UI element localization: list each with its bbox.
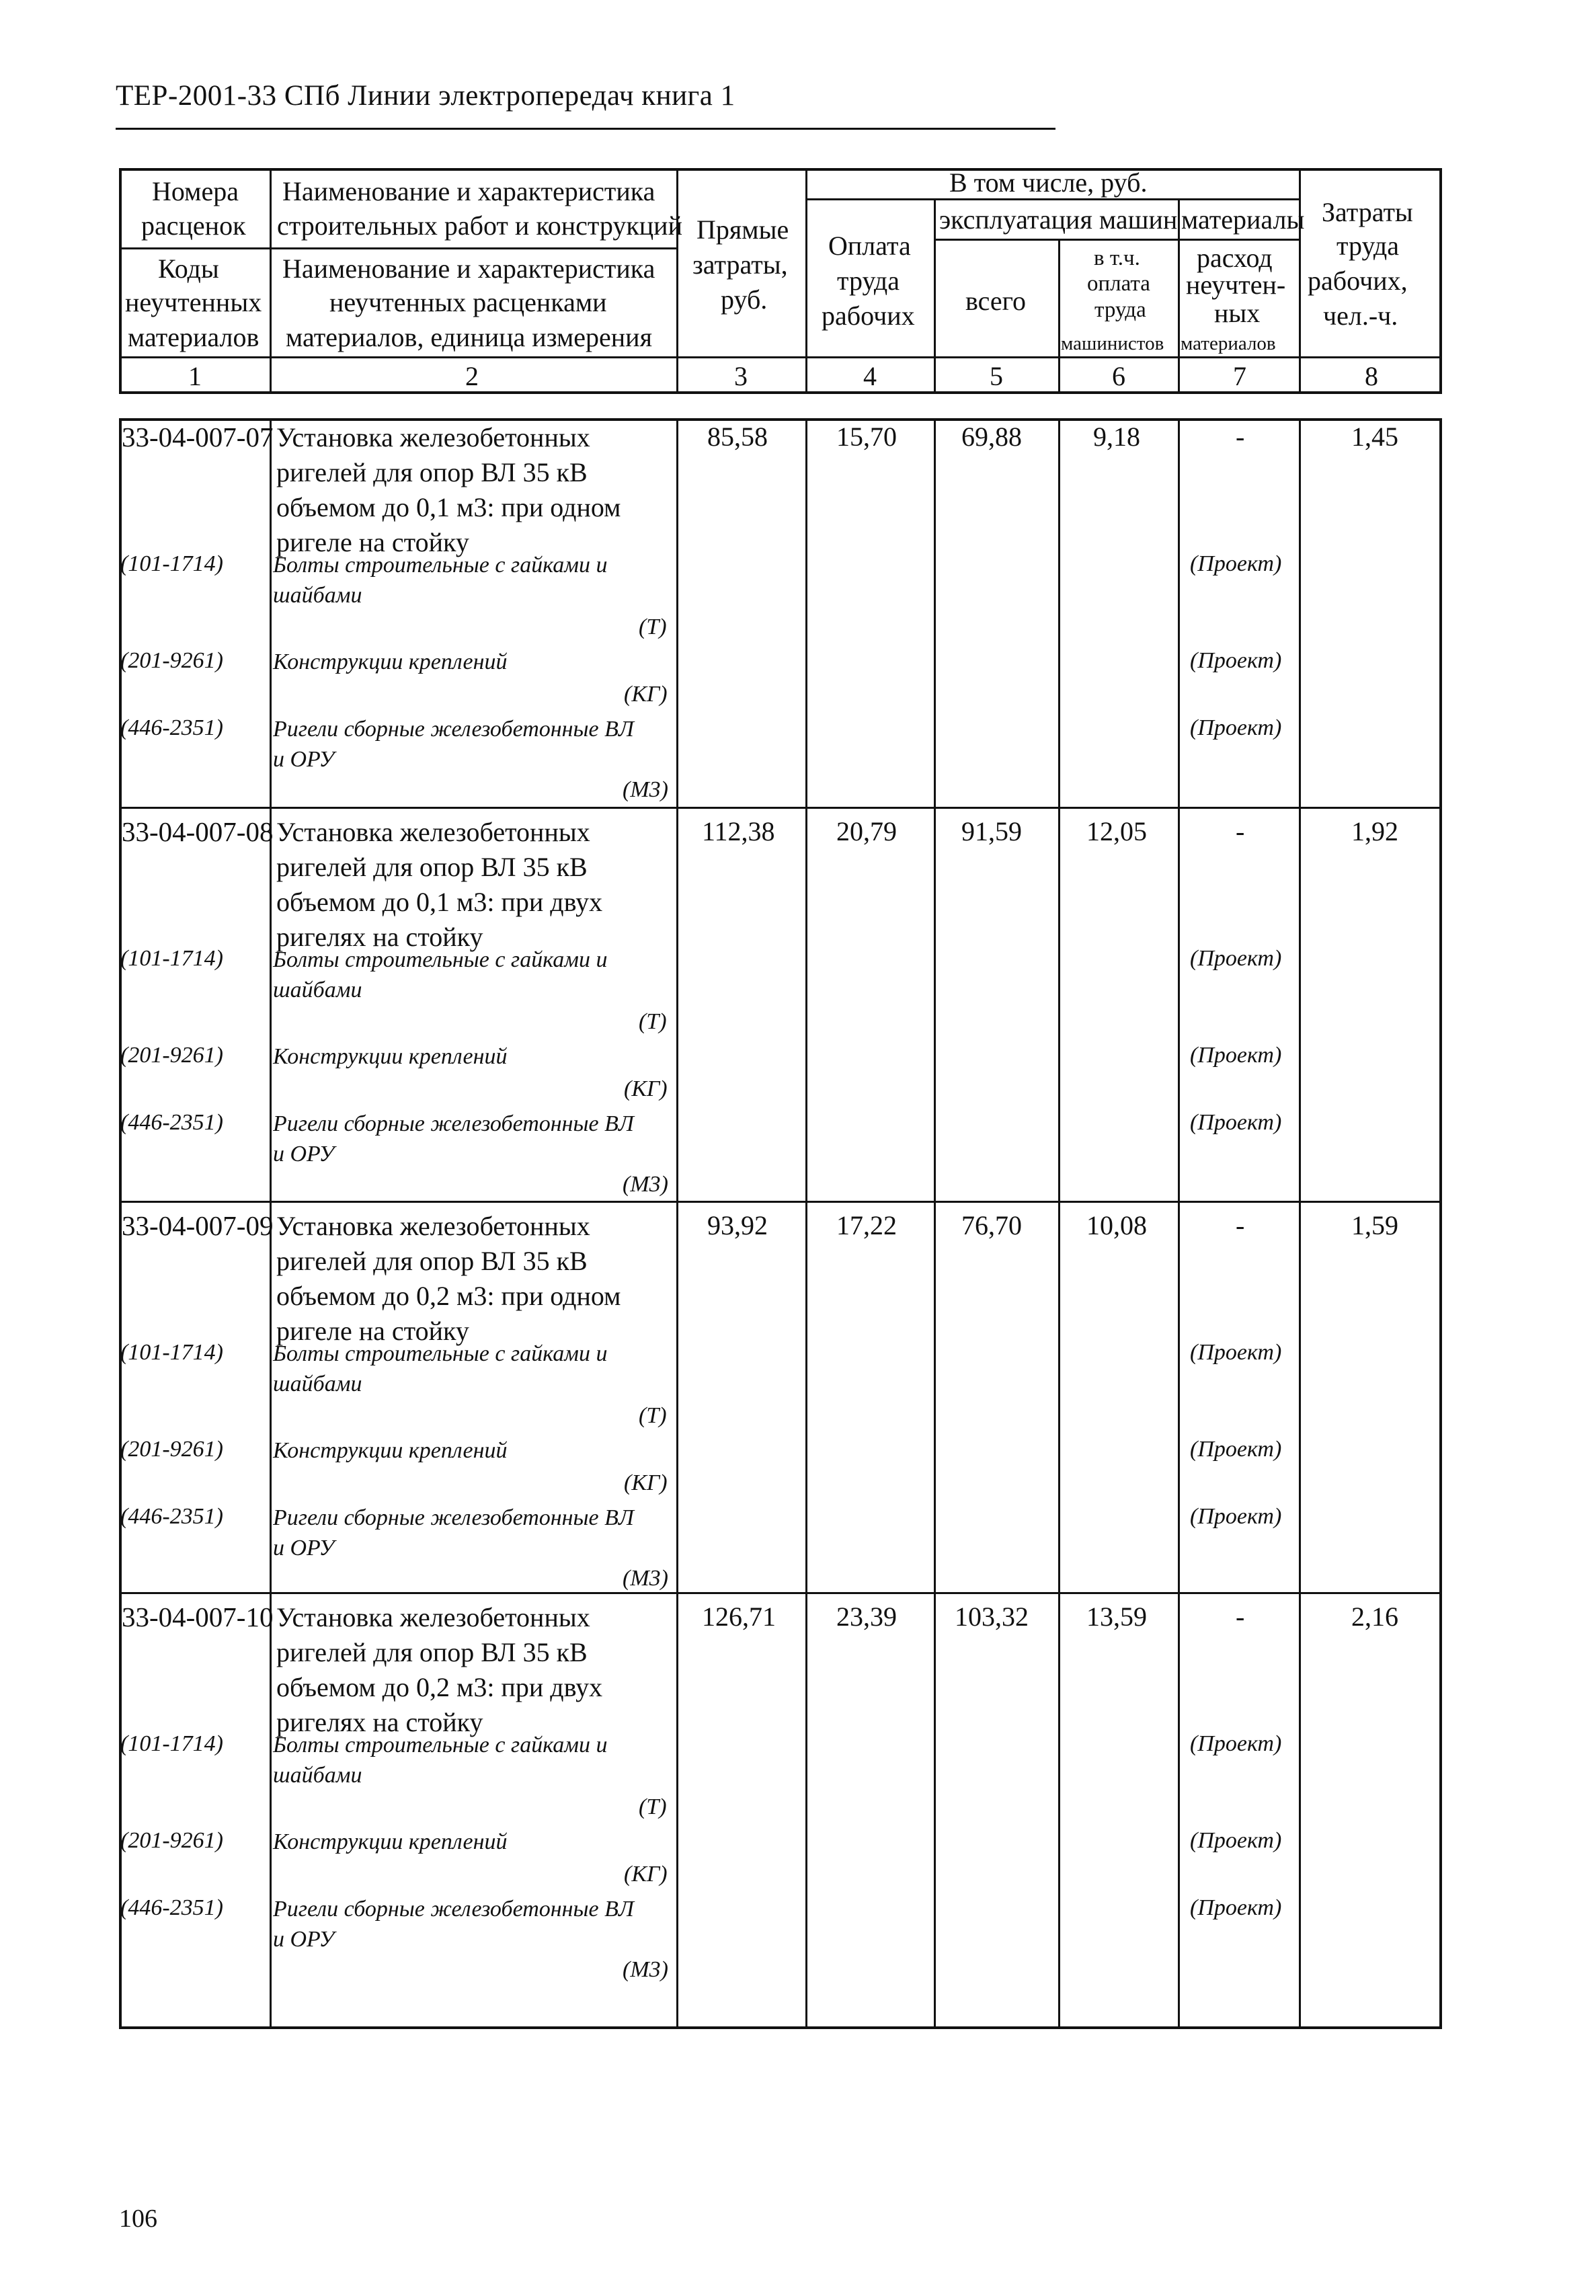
colnum-4: 4 bbox=[863, 361, 877, 391]
rate-desc-l4: ригеле на стойку bbox=[276, 527, 469, 557]
labor-hours: 1,59 bbox=[1351, 1210, 1398, 1240]
material-code: (201-9261) bbox=[120, 1043, 223, 1068]
material-code: (446-2351) bbox=[120, 1504, 223, 1529]
material-unit: (Т) bbox=[639, 1009, 667, 1034]
header-col1-bot-l1: Коды bbox=[158, 253, 219, 284]
material-unit: (КГ) bbox=[624, 1862, 668, 1887]
material-desc-l2: шайбами bbox=[273, 978, 362, 1002]
header-divider-3 bbox=[805, 168, 807, 394]
material-code: (201-9261) bbox=[120, 1828, 223, 1853]
machine-total: 91,59 bbox=[961, 816, 1022, 846]
rate-desc-l2: ригелей для опор ВЛ 35 кВ bbox=[276, 1637, 588, 1667]
header-group-label: В том числе, руб. bbox=[949, 167, 1148, 198]
materials-value: - bbox=[1236, 1210, 1245, 1240]
material-unit: (М3) bbox=[623, 1172, 668, 1197]
material-desc-l1: Болты строительные с гайками и bbox=[273, 1341, 608, 1366]
rate-desc-l3: объемом до 0,2 м3: при одном bbox=[276, 1281, 621, 1311]
header-col8-l1: Затраты bbox=[1322, 197, 1413, 227]
material-code: (201-9261) bbox=[120, 648, 223, 673]
material-desc-l1: Ригели сборные железобетонные ВЛ bbox=[273, 1505, 634, 1530]
rate-desc-l1: Установка железобетонных bbox=[276, 817, 590, 847]
rate-desc-l4: ригеле на стойку bbox=[276, 1316, 469, 1346]
machine-labor: 13,59 bbox=[1086, 1601, 1147, 1632]
rate-desc-l3: объемом до 0,2 м3: при двух bbox=[276, 1672, 603, 1702]
material-note: (Проект) bbox=[1190, 1437, 1282, 1462]
body-divider-6 bbox=[1178, 418, 1180, 2029]
rate-code: 33-04-007-08 bbox=[122, 816, 274, 847]
colnum-7: 7 bbox=[1233, 361, 1246, 391]
row-separator-3 bbox=[119, 1592, 1442, 1594]
header-col8-l2: труда bbox=[1336, 231, 1400, 261]
materials-value: - bbox=[1236, 816, 1245, 846]
machine-labor: 10,08 bbox=[1086, 1210, 1147, 1240]
material-unit: (Т) bbox=[639, 1403, 667, 1428]
machine-total: 103,32 bbox=[955, 1601, 1029, 1632]
labor-cost: 23,39 bbox=[836, 1601, 897, 1632]
rate-desc-l4: ригелях на стойку bbox=[276, 1707, 483, 1737]
header-col3-l2: затраты, bbox=[692, 249, 788, 280]
row-separator-2 bbox=[119, 1201, 1442, 1203]
material-unit: (КГ) bbox=[624, 1470, 668, 1495]
row-separator-1 bbox=[119, 807, 1442, 809]
material-desc-l1: Болты строительные с гайками и bbox=[273, 1733, 608, 1757]
header-col8-l3: рабочих, bbox=[1308, 266, 1408, 296]
material-desc-l1: Ригели сборные железобетонные ВЛ bbox=[273, 1897, 634, 1922]
material-desc-l2: и ОРУ bbox=[273, 1142, 335, 1166]
material-desc-l1: Конструкции креплений bbox=[273, 649, 508, 674]
machine-labor: 9,18 bbox=[1093, 422, 1140, 452]
rate-desc-l4: ригелях на стойку bbox=[276, 922, 483, 952]
material-desc-l1: Болты строительные с гайками и bbox=[273, 947, 608, 972]
material-note: (Проект) bbox=[1190, 1504, 1282, 1529]
material-desc-l2: шайбами bbox=[273, 1372, 362, 1396]
material-desc-l1: Конструкции креплений bbox=[273, 1829, 508, 1854]
rate-desc-l3: объемом до 0,1 м3: при одном bbox=[276, 492, 621, 522]
material-desc-l1: Ригели сборные железобетонные ВЛ bbox=[273, 717, 634, 742]
material-desc-l1: Ригели сборные железобетонные ВЛ bbox=[273, 1111, 634, 1136]
material-note: (Проект) bbox=[1190, 648, 1282, 673]
direct-cost: 126,71 bbox=[702, 1601, 776, 1632]
rate-desc-l1: Установка железобетонных bbox=[276, 1211, 590, 1241]
material-unit: (КГ) bbox=[624, 682, 668, 707]
material-note: (Проект) bbox=[1190, 715, 1282, 740]
header-machines-label: эксплуатация машин bbox=[939, 204, 1178, 235]
material-code: (446-2351) bbox=[120, 1895, 223, 1920]
header-col6-l2: оплата bbox=[1087, 272, 1150, 296]
title-rule bbox=[116, 128, 1055, 130]
labor-hours: 1,92 bbox=[1351, 816, 1398, 846]
header-col2-bot-l3: материалов, единица измерения bbox=[286, 322, 652, 352]
colnum-8: 8 bbox=[1365, 361, 1378, 391]
header-col2-bot-l1: Наименование и характеристика bbox=[282, 253, 655, 284]
rate-desc-l2: ригелей для опор ВЛ 35 кВ bbox=[276, 457, 588, 487]
rate-code: 33-04-007-10 bbox=[122, 1601, 274, 1632]
header-col2-bot-l2: неучтенных расценками bbox=[329, 287, 607, 317]
materials-value: - bbox=[1236, 422, 1245, 452]
labor-hours: 1,45 bbox=[1351, 422, 1398, 452]
header-col7-l1: расход bbox=[1197, 243, 1273, 273]
header-col4-l2: труда bbox=[837, 266, 900, 296]
material-desc-l2: шайбами bbox=[273, 1763, 362, 1788]
material-code: (201-9261) bbox=[120, 1437, 223, 1462]
header-divider-1 bbox=[270, 168, 272, 394]
material-note: (Проект) bbox=[1190, 1731, 1282, 1756]
header-rule-b bbox=[934, 239, 1299, 241]
header-col2-top-l1: Наименование и характеристика bbox=[282, 176, 655, 206]
direct-cost: 112,38 bbox=[702, 816, 775, 846]
material-desc-l2: и ОРУ bbox=[273, 1927, 335, 1952]
body-divider-7 bbox=[1299, 418, 1301, 2029]
header-col8-l4: чел.-ч. bbox=[1323, 301, 1398, 331]
rate-code: 33-04-007-09 bbox=[122, 1210, 274, 1241]
header-col3-l3: руб. bbox=[721, 284, 768, 315]
labor-hours: 2,16 bbox=[1351, 1601, 1398, 1632]
direct-cost: 93,92 bbox=[707, 1210, 768, 1240]
header-rule-c bbox=[119, 247, 676, 249]
direct-cost: 85,58 bbox=[707, 422, 768, 452]
material-desc-l2: и ОРУ bbox=[273, 1536, 335, 1560]
header-col4-l3: рабочих bbox=[822, 301, 915, 331]
material-desc-l1: Болты строительные с гайками и bbox=[273, 553, 608, 578]
material-note: (Проект) bbox=[1190, 1895, 1282, 1920]
header-col6-l4: машинистов bbox=[1061, 333, 1164, 354]
rate-desc-l1: Установка железобетонных bbox=[276, 422, 590, 452]
material-note: (Проект) bbox=[1190, 1828, 1282, 1853]
material-unit: (М3) bbox=[623, 1566, 668, 1591]
header-col7-l2: неучтен- bbox=[1186, 270, 1286, 300]
rate-desc-l1: Установка железобетонных bbox=[276, 1602, 590, 1632]
material-note: (Проект) bbox=[1190, 1340, 1282, 1365]
material-note: (Проект) bbox=[1190, 1110, 1282, 1135]
header-col6-l1: в т.ч. bbox=[1094, 246, 1140, 270]
header-rule-a bbox=[805, 198, 1299, 200]
material-note: (Проект) bbox=[1190, 551, 1282, 576]
material-note: (Проект) bbox=[1190, 1043, 1282, 1068]
header-col2-top-l2: строительных работ и конструкций bbox=[277, 210, 682, 241]
body-divider-5 bbox=[1058, 418, 1060, 2029]
body-divider-2 bbox=[676, 418, 678, 2029]
material-code: (446-2351) bbox=[120, 1110, 223, 1135]
header-col1-top-l2: расценок bbox=[141, 210, 246, 241]
header-col6-l3: труда bbox=[1094, 298, 1146, 322]
material-desc-l2: и ОРУ bbox=[273, 747, 335, 772]
header-divider-2 bbox=[676, 168, 678, 394]
materials-value: - bbox=[1236, 1601, 1245, 1632]
material-code: (101-1714) bbox=[120, 551, 223, 576]
page-title: ТЕР-2001-33 СПб Линии электропередач книга 1 bbox=[116, 80, 735, 112]
header-col7-l4: материалов bbox=[1181, 333, 1276, 354]
page-number: 106 bbox=[119, 2205, 157, 2233]
material-code: (101-1714) bbox=[120, 1340, 223, 1365]
material-code: (101-1714) bbox=[120, 946, 223, 971]
header-col7-l3: ных bbox=[1214, 298, 1261, 328]
material-code: (446-2351) bbox=[120, 715, 223, 740]
labor-cost: 17,22 bbox=[836, 1210, 897, 1240]
material-code: (101-1714) bbox=[120, 1731, 223, 1756]
rate-desc-l3: объемом до 0,1 м3: при двух bbox=[276, 887, 603, 917]
colnum-3: 3 bbox=[734, 361, 748, 391]
rate-code: 33-04-007-07 bbox=[122, 422, 274, 452]
material-unit: (М3) bbox=[623, 777, 668, 802]
body-divider-3 bbox=[805, 418, 807, 2029]
labor-cost: 15,70 bbox=[836, 422, 897, 452]
material-desc-l1: Конструкции креплений bbox=[273, 1438, 508, 1463]
header-rule-d bbox=[119, 356, 1442, 358]
body-divider-4 bbox=[934, 418, 936, 2029]
colnum-1: 1 bbox=[188, 361, 202, 391]
header-divider-4 bbox=[934, 198, 936, 394]
rate-desc-l2: ригелей для опор ВЛ 35 кВ bbox=[276, 852, 588, 882]
machine-total: 69,88 bbox=[961, 422, 1022, 452]
header-divider-7 bbox=[1299, 168, 1301, 394]
header-divider-6 bbox=[1178, 198, 1180, 394]
colnum-2: 2 bbox=[465, 361, 479, 391]
machine-labor: 12,05 bbox=[1086, 816, 1147, 846]
header-col5: всего bbox=[965, 286, 1027, 316]
material-unit: (КГ) bbox=[624, 1076, 668, 1101]
header-col1-top-l1: Номера bbox=[152, 176, 239, 206]
header-col1-bot-l2: неучтенных bbox=[125, 287, 262, 317]
material-desc-l1: Конструкции креплений bbox=[273, 1044, 508, 1069]
colnum-6: 6 bbox=[1112, 361, 1125, 391]
labor-cost: 20,79 bbox=[836, 816, 897, 846]
header-materials-label: материалы bbox=[1181, 204, 1305, 235]
material-unit: (М3) bbox=[623, 1957, 668, 1982]
colnum-5: 5 bbox=[990, 361, 1003, 391]
rate-desc-l2: ригелей для опор ВЛ 35 кВ bbox=[276, 1246, 588, 1276]
machine-total: 76,70 bbox=[961, 1210, 1022, 1240]
header-col3-l1: Прямые bbox=[696, 214, 789, 245]
header-col1-bot-l3: материалов bbox=[128, 322, 260, 352]
header-divider-5 bbox=[1058, 239, 1060, 394]
material-desc-l2: шайбами bbox=[273, 583, 362, 608]
header-col4-l1: Оплата bbox=[828, 231, 911, 261]
material-unit: (Т) bbox=[639, 615, 667, 639]
material-unit: (Т) bbox=[639, 1794, 667, 1819]
material-note: (Проект) bbox=[1190, 946, 1282, 971]
